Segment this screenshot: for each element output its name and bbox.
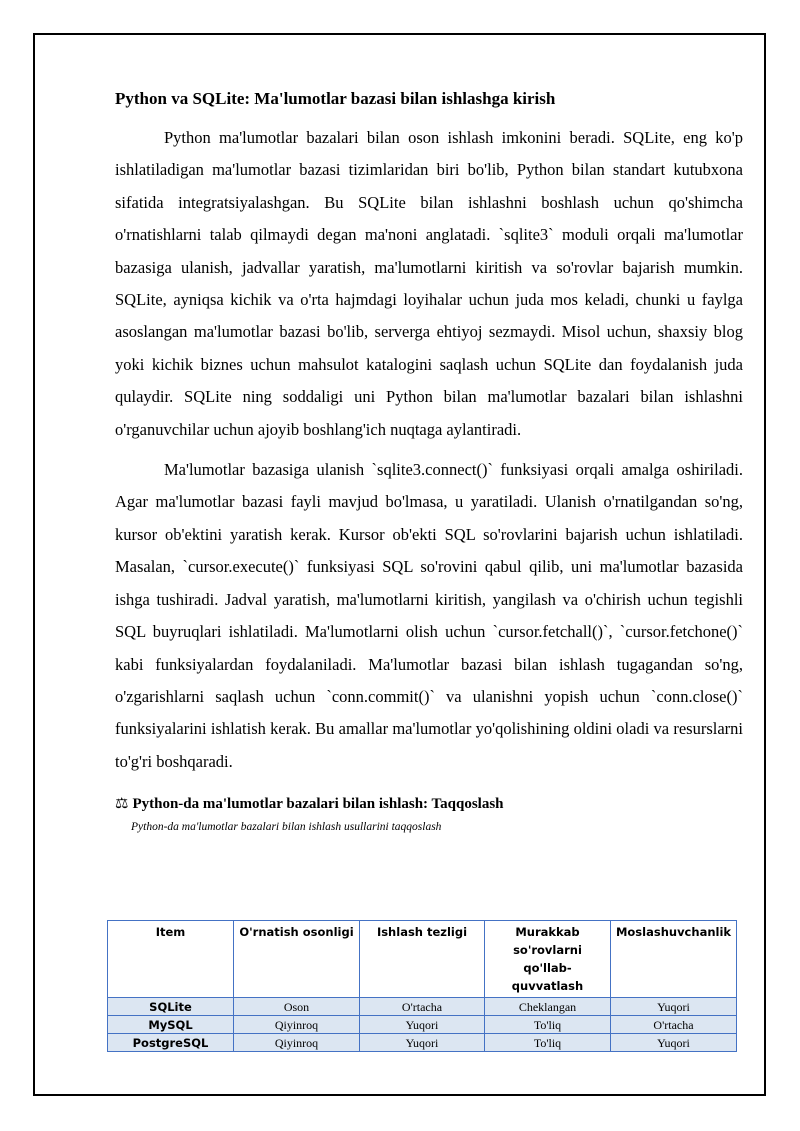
column-header: O'rnatish osonligi [234, 921, 360, 998]
table-cell: Qiyinroq [234, 1016, 360, 1034]
table-cell: Oson [234, 998, 360, 1016]
balance-scale-icon: ⚖ [115, 796, 129, 813]
table-row [108, 998, 737, 1016]
column-header: Item [108, 921, 234, 998]
table-cell: Cheklangan [485, 998, 611, 1016]
document-body [115, 86, 743, 835]
table-cell: Yuqori [360, 1034, 485, 1052]
table-cell: O'rtacha [611, 1016, 737, 1034]
comparison-table [107, 920, 737, 1052]
table-cell: MySQL [108, 1016, 234, 1034]
paragraph: Python ma'lumotlar bazalari bilan oson ishlash imkonini beradi. SQLite, eng ko'p ishlatiladigan ma'lumotlar bazasi tizimlaridan biri bo'lib, Python bilan standart kutubxona sifatida integratsiyalashgan. Bu SQLite bilan ishlashni boshlash uchun qo'shimcha o'rnatishlarni talab qilmaydi degan ma'noni anglatadi. `sqlite3` moduli orqali ma'lumotlar bazasiga ulanish, jadvallar yaratish, ma'lumotlarni kiritish va so'rovlar bajarish mumkin. SQLite, ayniqsa kichik va o'rta hajmdagi loyihalar uchun juda mos keladi, chunki u faylga asoslangan ma'lumotlar bazasi bo'lib, serverga ehtiyoj sezmaydi. Misol uchun, shaxsiy blog yoki kichik biznes uchun mahsulot katalogini saqlash uchun SQLite dan foydalanish juda qulaydir. SQLite ning soddaligi uni Python bilan ma'lumotlar bazalari bilan ishlashni o'rganuvchilar uchun ajoyib boshlang'ich nuqtaga aylantiradi. [115, 128, 743, 439]
table-cell: To'liq [485, 1016, 611, 1034]
column-header: Ishlash tezligi [360, 921, 485, 998]
table-cell: SQLite [108, 998, 234, 1016]
column-header: Moslashuvchanlik [611, 921, 737, 998]
table-caption: Python-da ma'lumotlar bazalari bilan ishlash usullarini taqqoslash [131, 821, 442, 834]
table-header-row [108, 921, 737, 998]
table-heading-text: Python-da ma'lumotlar bazalari bilan ishlash: Taqqoslash [132, 796, 504, 813]
table-cell: O'rtacha [360, 998, 485, 1016]
table-row [108, 1034, 737, 1052]
table-cell: Yuqori [611, 998, 737, 1016]
table-cell: To'liq [485, 1034, 611, 1052]
table-row [108, 1016, 737, 1034]
table-cell: Qiyinroq [234, 1034, 360, 1052]
document-title: Python va SQLite: Ma'lumotlar bazasi bilan ishlashga kirish [115, 89, 556, 108]
table-cell: PostgreSQL [108, 1034, 234, 1052]
column-header: Murakkab so'rovlarni qo'llab-quvvatlash [485, 921, 611, 998]
paragraph: Ma'lumotlar bazasiga ulanish `sqlite3.connect()` funksiyasi orqali amalga oshiriladi. Agar ma'lumotlar bazasi fayli mavjud bo'lmasa, u yaratiladi. Ulanish o'rnatilgandan so'ng, kursor ob'ektini yaratish kerak. Kursor ob'ekti SQL so'rovlarini bajarish uchun ishlatiladi. Masalan, `cursor.execute()` funksiyasi SQL so'rovini qabul qilib, uni ma'lumotlar bazasida ishga tushiradi. Jadval yaratish, ma'lumotlarni kiritish, yangilash va o'chirish uchun tegishli SQL buyruqlari ishlatiladi. Ma'lumotlarni olish uchun `cursor.fetchall()`, `cursor.fetchone()` kabi funksiyalardan foydalaniladi. Ma'lumotlar bazasi bilan ishlash tugagandan so'ng, o'zgarishlarni saqlash uchun `conn.commit()` va ulanishni yopish uchun `conn.close()` funksiyalarini ishlatish kerak. Bu amallar ma'lumotlar yo'qolishining oldini oladi va resurslarni to'g'ri boshqaradi. [115, 460, 743, 771]
table-cell: Yuqori [611, 1034, 737, 1052]
table-cell: Yuqori [360, 1016, 485, 1034]
table-heading [115, 794, 743, 814]
